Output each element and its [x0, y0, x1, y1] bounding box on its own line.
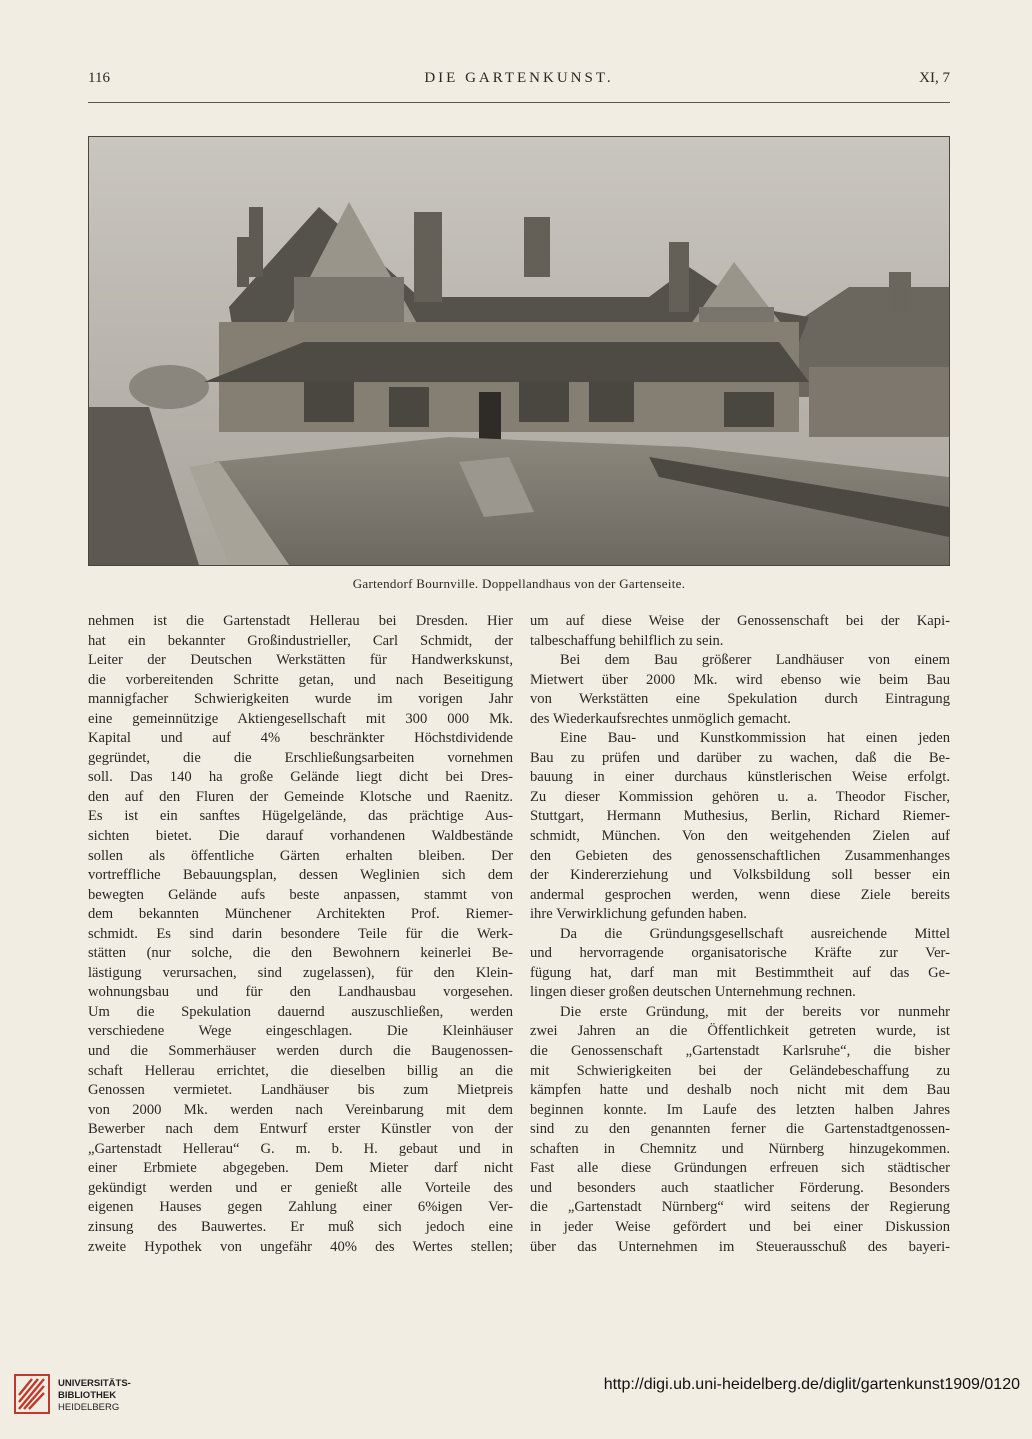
text-line: hat ein bekannter Großindustrieller, Carl Schmidt, der: [88, 632, 513, 649]
text-line: kämpfen hatte und deshalb noch nicht mit dem Bau: [530, 1082, 950, 1099]
library-name-line3: HEIDELBERG: [58, 1402, 120, 1413]
library-name-line2: BIBLIOTHEK: [58, 1390, 117, 1401]
text-line: Genossen vermietet. Landhäuser bis zum Mietpreis: [88, 1082, 513, 1099]
house-photograph: [88, 136, 950, 566]
text-line: schaft Hellerau errichtet, die dieselben billig an die: [88, 1062, 513, 1079]
text-line: zwei Jahren an die Öffentlichkeit getreten wurde, ist: [530, 1023, 950, 1040]
text-line: verschiedene Wege eingeschlagen. Die Kleinhäuser: [88, 1023, 513, 1040]
text-line: Die erste Gründung, mit der bereits vor nunmehr: [560, 1003, 950, 1020]
text-line: Fast alle diese Gründungen erfreuen sich städtischer: [530, 1160, 950, 1177]
house-photo-illustration: [89, 137, 949, 565]
text-line: sichten bietet. Die darauf vorhandenen Waldbestände: [88, 828, 513, 845]
text-line: und hervorragende organisatorische Kräfte zur Ver-: [530, 945, 950, 962]
text-line: Leiter der Deutschen Werkstätten für Handwerkskunst,: [88, 652, 513, 669]
digitization-footer: [0, 1368, 1032, 1428]
text-line: sind zu den genannten ferner die Gartenstadtgenossen-: [530, 1121, 950, 1138]
text-line: ihre Verwirklichung gefunden haben.: [530, 906, 747, 923]
text-line: talbeschaffung behilflich zu sein.: [530, 632, 724, 649]
left-text-column: [88, 612, 513, 1257]
text-line: einer Erbmiete abgegeben. Dem Mieter darf nicht: [88, 1160, 513, 1177]
text-line: zweite Hypothek von ungefähr 40% des Wertes stellen;: [88, 1238, 513, 1255]
text-line: von 2000 Mk. werden nach Vereinbarung mit dem: [88, 1101, 513, 1118]
text-line: Kapital und auf 4% beschränkter Höchstdividende: [88, 730, 513, 747]
text-line: die vorbereitenden Schritte getan, und nach Beseitigung: [88, 671, 513, 688]
text-line: Bewerber nach dem Entwurf erster Künstler von der: [88, 1121, 513, 1138]
text-line: den Gebieten des genossenschaftlichen Zusammenhanges: [530, 847, 950, 864]
text-line: zinsung des Bauwertes. Er muß sich jedoch eine: [88, 1218, 513, 1235]
text-line: schmidt. Es sind darin besondere Teile für die Werk-: [88, 925, 513, 942]
text-line: der Kindererziehung und Volksbildung soll besser ein: [530, 867, 950, 884]
text-line: und die Sommerhäuser werden durch die Baugenossen-: [88, 1043, 513, 1060]
text-line: dem bekannten Münchener Architekten Prof. Riemer-: [88, 906, 513, 923]
text-line: vortreffliche Bebauungsplan, dessen Weglinien sich dem: [88, 867, 513, 884]
text-line: von Werkstätten eine Spekulation durch Eintragung: [530, 691, 950, 708]
text-line: mit Schwierigkeiten bei der Geländebeschaffung zu: [530, 1062, 950, 1079]
text-line: Da die Gründungsgesellschaft ausreichende Mittel: [560, 925, 950, 942]
text-line: über das Unternehmen im Steuerausschuß des bayeri-: [530, 1238, 950, 1255]
text-line: Bau zu prüfen und darüber zu wachen, daß die Be-: [530, 749, 950, 766]
text-line: nehmen ist die Gartenstadt Hellerau bei Dresden. Hier: [88, 613, 513, 629]
figure-caption: Gartendorf Bournville. Doppellandhaus von der Gartenseite.: [352, 576, 686, 591]
text-line: lästigung verursachen, sind zugelassen), für den Klein-: [88, 964, 513, 981]
text-line: schmidt, München. Von den weitgehenden Zielen auf: [530, 828, 950, 845]
text-line: die Genossenschaft „Gartenstadt Karlsruhe“, die bisher: [530, 1043, 950, 1060]
university-library-logo-icon: [14, 1374, 50, 1414]
text-line: die „Gartenstadt Nürnberg“ wird seitens der Regierung: [530, 1199, 950, 1216]
text-line: den auf den Fluren der Gemeinde Klotsche und Raenitz.: [88, 788, 513, 805]
text-line: soll. Das 140 ha große Gelände liegt dicht bei Dres-: [88, 769, 513, 786]
text-line: in jeder Weise gefördert und bei einer Diskussion: [530, 1218, 950, 1235]
issue-number: XI, 7: [919, 70, 950, 86]
text-line: bauung in einer durchaus künstlerischen Weise erfolgt.: [530, 769, 950, 786]
text-line: eine gemeinnützige Aktiengesellschaft mit 300 000 Mk.: [88, 710, 513, 727]
running-header: [88, 70, 950, 98]
text-line: eigenen Hauses gegen Zahlung einer 6%igen Ver-: [88, 1199, 513, 1216]
text-line: Um die Spekulation dauernd auszuschließen, werden: [88, 1003, 513, 1020]
text-line: mannigfacher Schwierigkeiten wurde im vorigen Jahr: [88, 691, 513, 708]
text-line: um auf diese Weise der Genossenschaft bei der Kapi-: [530, 613, 950, 629]
right-text-column: [530, 612, 950, 1257]
text-line: Es ist ein sanftes Hügelgelände, das prächtige Aus-: [88, 808, 513, 825]
text-line: andermal gesprochen werden, wenn diese Ziele bereits: [530, 886, 950, 903]
text-line: bewegten Gelände aufs beste anpassen, stammt von: [88, 886, 513, 903]
text-line: stätten (nur solche, die den Bewohnern keinerlei Be-: [88, 945, 513, 962]
text-line: gegründet, die die Erschließungsarbeiten vornehmen: [88, 749, 513, 766]
text-line: wohnungsbau und für den Landhausbau vorgesehen.: [88, 984, 513, 1001]
journal-title: DIE GARTENKUNST.: [424, 70, 614, 86]
text-line: Zu dieser Kommission gehören u. a. Theodor Fischer,: [530, 788, 950, 805]
text-line: Stuttgart, Hermann Muthesius, Berlin, Richard Riemer-: [530, 808, 950, 825]
text-line: fügung hat, darf man mit Bestimmtheit auf das Ge-: [530, 964, 950, 981]
text-line: Eine Bau- und Kunstkommission hat einen jeden: [560, 730, 950, 747]
library-name-line1: UNIVERSITÄTS-: [58, 1378, 131, 1389]
text-line: sollen als öffentliche Gärten erhalten bleiben. Der: [88, 847, 513, 864]
text-line: schaften in Chemnitz und Nürnberg hinzugekommen.: [530, 1140, 950, 1157]
text-line: Mietwert über 2000 Mk. wird ebenso wie beim Bau: [530, 671, 950, 688]
text-line: beginnen konnte. Im Laufe des letzten halben Jahres: [530, 1101, 950, 1118]
text-line: „Gartenstadt Hellerau“ G. m. b. H. gebaut und in: [88, 1140, 513, 1157]
source-url-link[interactable]: http://digi.ub.uni-heidelberg.de/diglit/gartenkunst1909/0120: [603, 1376, 1020, 1393]
text-line: gekündigt werden und er genießt alle Vorteile des: [88, 1179, 513, 1196]
text-line: und besonders auch staatlicher Förderung. Besonders: [530, 1179, 950, 1196]
page-number: 116: [88, 70, 110, 86]
text-line: lingen dieser großen deutschen Unternehmung rechnen.: [530, 984, 856, 1001]
text-line: Bei dem Bau größerer Landhäuser von einem: [560, 652, 950, 669]
header-rule: [88, 102, 950, 103]
text-line: des Wiederkaufsrechtes unmöglich gemacht.: [530, 710, 791, 727]
